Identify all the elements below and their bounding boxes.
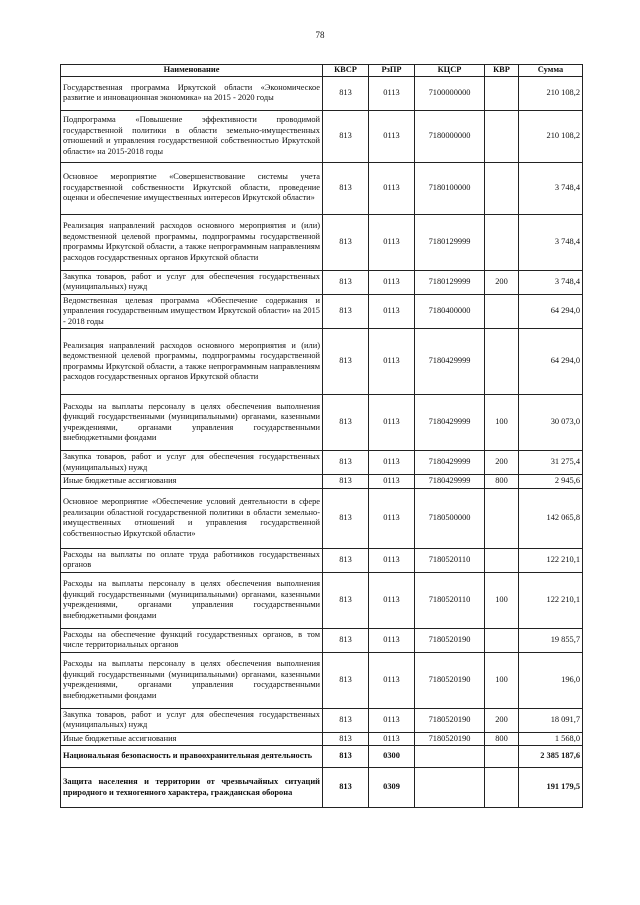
cell-kcsr: 7180429999 xyxy=(415,475,485,489)
cell-rzpr: 0113 xyxy=(369,110,415,162)
cell-kvr xyxy=(485,548,519,572)
table-row xyxy=(61,548,583,572)
cell-sum: 64 294,0 xyxy=(519,329,583,395)
cell-name: Расходы на выплаты по оплате труда работников государственных органов xyxy=(61,548,323,572)
table-row xyxy=(61,652,583,708)
cell-kvsr: 813 xyxy=(323,652,369,708)
cell-rzpr: 0300 xyxy=(369,746,415,768)
cell-kvsr: 813 xyxy=(323,732,369,746)
cell-name: Расходы на выплаты персоналу в целях обеспечения выполнения функций государственными (муниципальными) органами, казенными учреждениями, органами управления государственными внебюджетными фондами xyxy=(61,652,323,708)
cell-kcsr xyxy=(415,768,485,808)
header-kvr: КВР xyxy=(485,65,519,77)
cell-sum: 18 091,7 xyxy=(519,708,583,732)
cell-kcsr: 7180520110 xyxy=(415,548,485,572)
cell-kvsr: 813 xyxy=(323,628,369,652)
cell-rzpr: 0113 xyxy=(369,708,415,732)
cell-kcsr: 7180129999 xyxy=(415,270,485,294)
table-row xyxy=(61,708,583,732)
cell-rzpr: 0113 xyxy=(369,214,415,270)
cell-kvsr: 813 xyxy=(323,329,369,395)
cell-kvr xyxy=(485,768,519,808)
cell-name: Реализация направлений расходов основного мероприятия и (или) ведомственной целевой программы, подпрограммы государственной программы Иркутской области, а также непрограммным направлениям расходов государственных органов Иркутской области xyxy=(61,214,323,270)
cell-kcsr: 7180520190 xyxy=(415,708,485,732)
cell-kcsr: 7180520110 xyxy=(415,572,485,628)
table-header-row xyxy=(61,65,583,77)
cell-sum: 196,0 xyxy=(519,652,583,708)
cell-kvsr: 813 xyxy=(323,451,369,475)
table-row xyxy=(61,746,583,768)
cell-name: Закупка товаров, работ и услуг для обеспечения государственных (муниципальных) нужд xyxy=(61,708,323,732)
cell-kvsr: 813 xyxy=(323,548,369,572)
cell-name: Основное мероприятие «Совершенствование системы учета государственной собственности Иркутской области, проведение оценки и обеспечение имущественных интересов Иркутской области» xyxy=(61,162,323,214)
cell-name: Расходы на выплаты персоналу в целях обеспечения выполнения функций государственными (муниципальными) органами, казенными учреждениями, органами управления государственными внебюджетными фондами xyxy=(61,395,323,451)
cell-kcsr: 7180520190 xyxy=(415,652,485,708)
cell-kvsr: 813 xyxy=(323,214,369,270)
table-row xyxy=(61,294,583,329)
cell-kvr: 200 xyxy=(485,708,519,732)
cell-kvr xyxy=(485,76,519,110)
cell-name: Расходы на обеспечение функций государственных органов, в том числе территориальных органов xyxy=(61,628,323,652)
cell-rzpr: 0113 xyxy=(369,628,415,652)
cell-kvr: 800 xyxy=(485,475,519,489)
cell-sum: 191 179,5 xyxy=(519,768,583,808)
cell-sum: 3 748,4 xyxy=(519,162,583,214)
cell-name: Защита населения и территории от чрезвычайных ситуаций природного и техногенного характера, гражданская оборона xyxy=(61,768,323,808)
cell-name: Иные бюджетные ассигнования xyxy=(61,732,323,746)
header-sum: Сумма xyxy=(519,65,583,77)
cell-kvsr: 813 xyxy=(323,395,369,451)
cell-kcsr: 7180129999 xyxy=(415,214,485,270)
cell-rzpr: 0113 xyxy=(369,572,415,628)
cell-sum: 122 210,1 xyxy=(519,548,583,572)
cell-name: Расходы на выплаты персоналу в целях обеспечения выполнения функций государственными (муниципальными) органами, казенными учреждениями, органами управления государственными внебюджетными фондами xyxy=(61,572,323,628)
cell-rzpr: 0113 xyxy=(369,652,415,708)
header-rzpr: РзПР xyxy=(369,65,415,77)
header-kvsr: КВСР xyxy=(323,65,369,77)
cell-rzpr: 0113 xyxy=(369,732,415,746)
cell-kcsr: 7180520190 xyxy=(415,732,485,746)
table-row xyxy=(61,214,583,270)
cell-sum: 122 210,1 xyxy=(519,572,583,628)
cell-sum: 31 275,4 xyxy=(519,451,583,475)
cell-kvr xyxy=(485,110,519,162)
table-row xyxy=(61,162,583,214)
table-row xyxy=(61,628,583,652)
cell-name: Национальная безопасность и правоохранительная деятельность xyxy=(61,746,323,768)
cell-kvsr: 813 xyxy=(323,708,369,732)
table-row xyxy=(61,329,583,395)
cell-name: Ведомственная целевая программа «Обеспечение содержания и управления государственным имуществом Иркутской области» на 2015 - 2018 годы xyxy=(61,294,323,329)
cell-kcsr: 7180400000 xyxy=(415,294,485,329)
cell-name: Закупка товаров, работ и услуг для обеспечения государственных (муниципальных) нужд xyxy=(61,451,323,475)
table-row xyxy=(61,76,583,110)
cell-name: Закупка товаров, работ и услуг для обеспечения государственных (муниципальных) нужд xyxy=(61,270,323,294)
cell-kvr xyxy=(485,329,519,395)
cell-kvsr: 813 xyxy=(323,270,369,294)
cell-kcsr: 7180500000 xyxy=(415,488,485,548)
cell-kvr: 100 xyxy=(485,395,519,451)
cell-kvsr: 813 xyxy=(323,488,369,548)
cell-sum: 30 073,0 xyxy=(519,395,583,451)
cell-kcsr: 7180100000 xyxy=(415,162,485,214)
cell-rzpr: 0113 xyxy=(369,548,415,572)
cell-name: Подпрограмма «Повышение эффективности проводимой государственной политики в области земельно-имущественных отношений и управления государственной собственностью Иркутской области» на 2015-2018 годы xyxy=(61,110,323,162)
cell-rzpr: 0113 xyxy=(369,475,415,489)
cell-sum: 210 108,2 xyxy=(519,110,583,162)
cell-kvr xyxy=(485,628,519,652)
cell-sum: 142 065,8 xyxy=(519,488,583,548)
cell-kvr: 200 xyxy=(485,451,519,475)
cell-name: Основное мероприятие «Обеспечение условий деятельности в сфере реализации областной государственной политики в области земельно-имущественных отношений и управления государственной собственностью Иркутской области» xyxy=(61,488,323,548)
table-row xyxy=(61,732,583,746)
cell-kvr xyxy=(485,162,519,214)
cell-kvsr: 813 xyxy=(323,294,369,329)
cell-sum: 2 945,6 xyxy=(519,475,583,489)
table-row xyxy=(61,572,583,628)
cell-sum: 210 108,2 xyxy=(519,76,583,110)
cell-kcsr: 7180429999 xyxy=(415,329,485,395)
cell-rzpr: 0113 xyxy=(369,294,415,329)
cell-rzpr: 0113 xyxy=(369,76,415,110)
cell-kvr xyxy=(485,214,519,270)
table-row xyxy=(61,488,583,548)
cell-sum: 1 568,0 xyxy=(519,732,583,746)
cell-kvr: 800 xyxy=(485,732,519,746)
cell-sum: 64 294,0 xyxy=(519,294,583,329)
header-name: Наименование xyxy=(61,65,323,77)
cell-rzpr: 0113 xyxy=(369,162,415,214)
cell-sum: 3 748,4 xyxy=(519,270,583,294)
cell-kcsr: 7100000000 xyxy=(415,76,485,110)
cell-rzpr: 0309 xyxy=(369,768,415,808)
cell-kcsr: 7180000000 xyxy=(415,110,485,162)
cell-kcsr: 7180429999 xyxy=(415,451,485,475)
cell-kvsr: 813 xyxy=(323,110,369,162)
cell-kvsr: 813 xyxy=(323,475,369,489)
header-kcsr: КЦСР xyxy=(415,65,485,77)
cell-kvr: 100 xyxy=(485,572,519,628)
table-row xyxy=(61,451,583,475)
table-row xyxy=(61,270,583,294)
cell-rzpr: 0113 xyxy=(369,395,415,451)
cell-sum: 19 855,7 xyxy=(519,628,583,652)
cell-kvr xyxy=(485,294,519,329)
cell-name: Реализация направлений расходов основного мероприятия и (или) ведомственной целевой программы, подпрограммы государственной программы Иркутской области, а также непрограммным направлениям расходов государственных органов Иркутской области xyxy=(61,329,323,395)
cell-kcsr xyxy=(415,746,485,768)
table-row xyxy=(61,110,583,162)
cell-kvsr: 813 xyxy=(323,76,369,110)
cell-kvsr: 813 xyxy=(323,768,369,808)
page-number: 78 xyxy=(315,30,325,40)
cell-kvr xyxy=(485,746,519,768)
cell-sum: 2 385 187,6 xyxy=(519,746,583,768)
cell-kvr: 100 xyxy=(485,652,519,708)
cell-rzpr: 0113 xyxy=(369,488,415,548)
cell-rzpr: 0113 xyxy=(369,451,415,475)
cell-sum: 3 748,4 xyxy=(519,214,583,270)
table-row xyxy=(61,395,583,451)
cell-rzpr: 0113 xyxy=(369,270,415,294)
cell-kvsr: 813 xyxy=(323,746,369,768)
budget-table xyxy=(60,64,583,808)
cell-kvsr: 813 xyxy=(323,572,369,628)
cell-kvsr: 813 xyxy=(323,162,369,214)
cell-kcsr: 7180429999 xyxy=(415,395,485,451)
cell-rzpr: 0113 xyxy=(369,329,415,395)
table-row xyxy=(61,768,583,808)
cell-name: Иные бюджетные ассигнования xyxy=(61,475,323,489)
cell-name: Государственная программа Иркутской области «Экономическое развитие и инновационная экономика» на 2015 - 2020 годы xyxy=(61,76,323,110)
cell-kvr: 200 xyxy=(485,270,519,294)
cell-kvr xyxy=(485,488,519,548)
cell-kcsr: 7180520190 xyxy=(415,628,485,652)
table-row xyxy=(61,475,583,489)
